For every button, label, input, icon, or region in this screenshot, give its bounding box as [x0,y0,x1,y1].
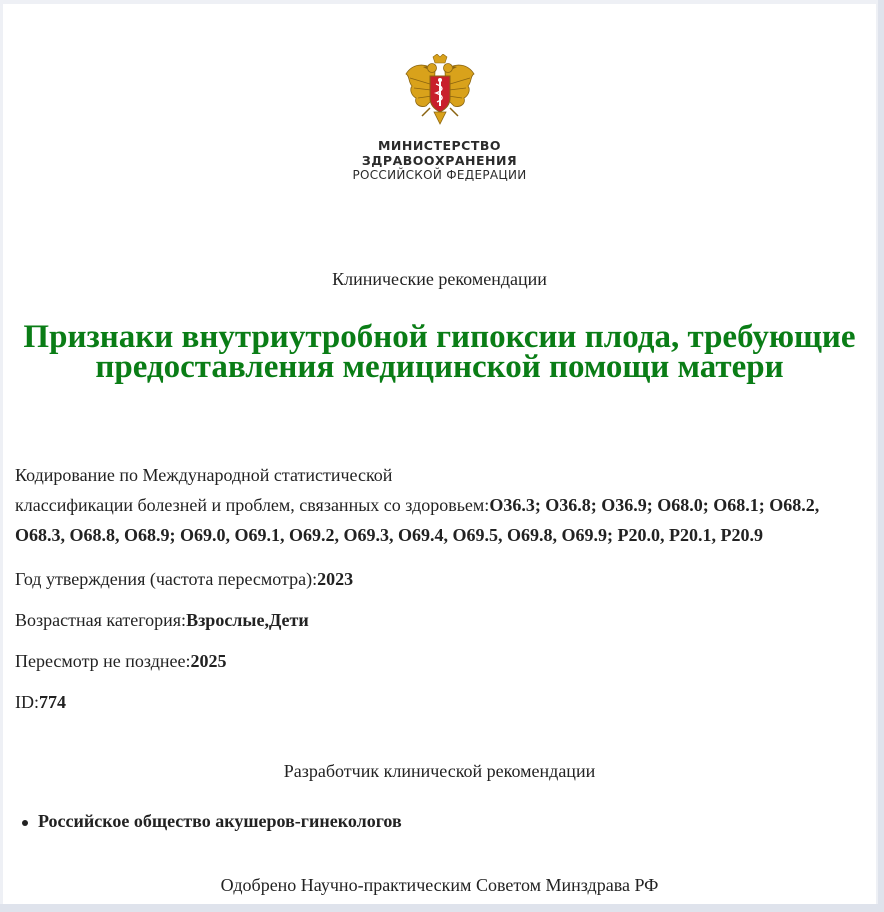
approval-year-label: Год утверждения (частота пересмотра): [15,569,318,589]
document-page [3,4,876,904]
icd-coding-label-line1: Кодирование по Международной статистической [15,465,393,485]
document-type: Клинические рекомендации [332,269,547,289]
ministry-emblem [3,54,876,134]
approval-year [15,567,864,591]
review-deadline-value: 2025 [190,651,227,671]
ministry-line-3: РОССИЙСКОЙ ФЕДЕРАЦИИ [352,168,527,182]
document-id [15,690,864,714]
age-category-value: Взрослые,Дети [186,610,309,630]
age-category-label: Возрастная категория: [15,610,187,630]
review-deadline-label: Пересмотр не позднее: [15,651,191,671]
document-title: Признаки внутриутробной гипоксии плода, требующие предоставления медицинской помощи матери [23,319,856,385]
ministry-name [3,138,876,183]
ministry-line-2: ЗДРАВООХРАНЕНИЯ [361,153,518,168]
developer-list [38,811,402,832]
eagle-emblem-icon [404,54,476,134]
age-category [15,608,864,632]
list-item: Российское общество акушеров-гинекологов [38,811,402,831]
document-metadata [15,460,864,714]
icd-codes: O36.3; O36.8; O36.9; O68.0; O68.1; O68.2, O68.3, O68.8, O68.9; O69.0, O69.1, O69.2, O69.3, O69.4, O69.5, O69.8, O69.9; P20.0, P20.1, P20.9 [15,495,820,545]
developer-heading: Разработчик клинической рекомендации [283,761,596,781]
document-id-value: 774 [39,692,66,712]
icd-coding-label-line2: классификации болезней и проблем, связанных со здоровьем: [15,495,490,515]
approval-note: Одобрено Научно-практическим Советом Минздрава РФ [220,875,659,895]
review-deadline [15,649,864,673]
icd-coding [15,460,864,550]
ministry-line-1: МИНИСТЕРСТВО [377,138,502,153]
approval-year-value: 2023 [317,569,354,589]
document-id-label: ID: [15,692,39,712]
